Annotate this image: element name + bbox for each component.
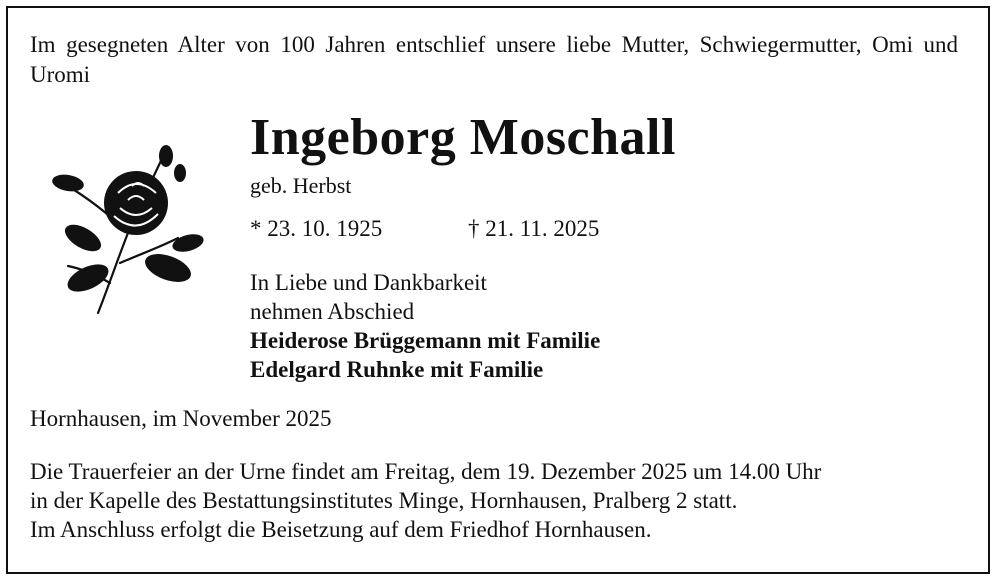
family-line: Edelgard Ruhnke mit Familie <box>250 357 544 382</box>
deceased-name: Ingeborg Moschall <box>250 109 676 166</box>
place-date: Hornhausen, im November 2025 <box>30 406 332 431</box>
rose-icon <box>48 138 213 318</box>
service-line: in der Kapelle des Bestattungsinstitutes Minge, Hornhausen, Pralberg 2 statt. <box>30 488 738 513</box>
death-date: † 21. 11. 2025 <box>468 216 600 241</box>
intro-text: Im gesegneten Alter von 100 Jahren entschlief unsere liebe Mutter, Schwiegermutter, Omi und Uromi <box>30 32 958 87</box>
maiden-name: geb. Herbst <box>250 173 352 198</box>
mourning-line: In Liebe und Dankbarkeit <box>250 270 487 295</box>
mourners-block <box>250 268 600 384</box>
birth-date: * 23. 10. 1925 <box>250 216 383 241</box>
family-line: Heiderose Brüggemann mit Familie <box>250 328 601 353</box>
service-line: Die Trauerfeier an der Urne findet am Freitag, dem 19. Dezember 2025 um 14.00 Uhr <box>30 459 822 484</box>
service-line: Im Anschluss erfolgt die Beisetzung auf dem Friedhof Hornhausen. <box>30 517 652 542</box>
mourning-line: nehmen Abschied <box>250 299 415 324</box>
service-info <box>30 457 958 544</box>
